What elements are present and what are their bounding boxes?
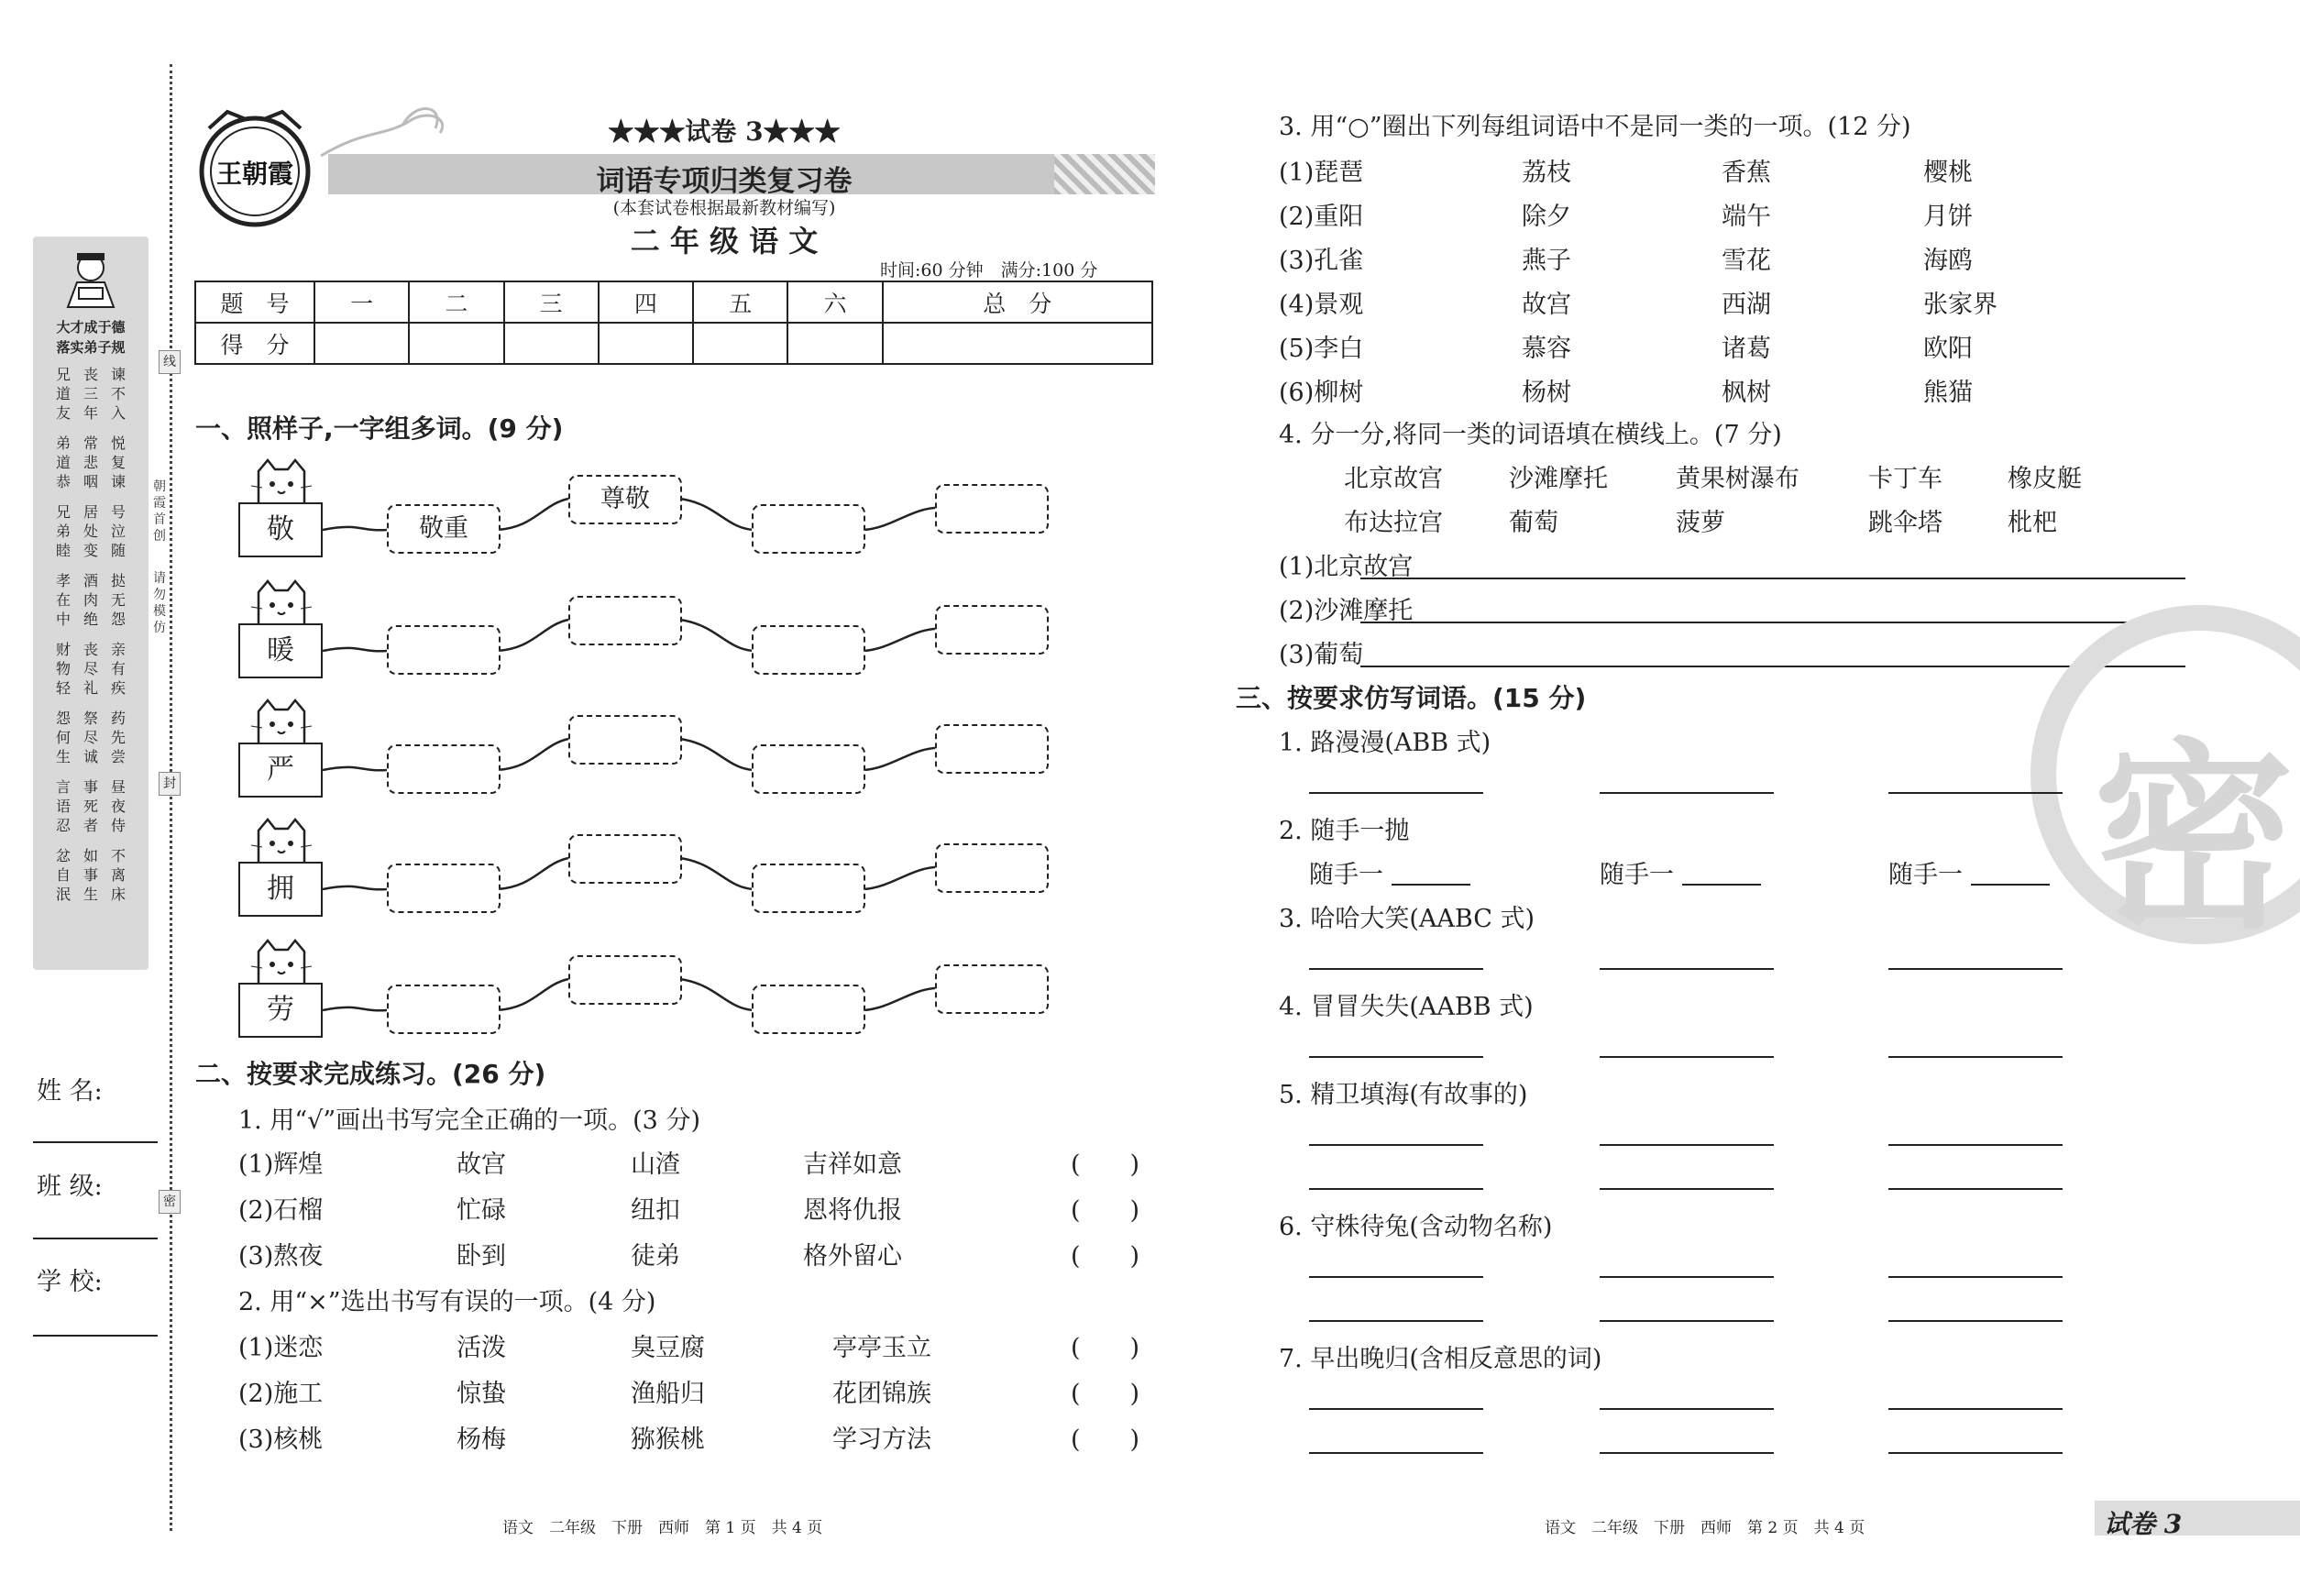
answer-line[interactable]	[1888, 1188, 2063, 1190]
motto-char: 号	[110, 503, 126, 521]
word-box[interactable]	[568, 596, 682, 645]
motto-char: 生	[83, 886, 98, 903]
grade-title: 二 年 级 语 文	[630, 224, 819, 259]
motto-line-2: 落实弟子规	[56, 339, 126, 356]
motto-char: 昼	[110, 778, 126, 796]
q2-word: 学习方法	[832, 1425, 931, 1454]
watermark-char: 密	[2093, 721, 2295, 956]
score-header-cell: 总 分	[883, 281, 1152, 323]
q4-word: 黄果树瀑布	[1676, 465, 1799, 493]
paper-number: ★★★试卷 3★★★	[608, 116, 841, 147]
motto-column	[110, 365, 127, 904]
motto-line-1: 大才成于德	[56, 319, 126, 336]
answer-line[interactable]	[1309, 1276, 1483, 1278]
answer-line[interactable]	[1888, 968, 2063, 970]
q3-prompt: 3. 用“○”圈出下列每组词语中不是同一类的一项。(12 分)	[1279, 113, 1911, 141]
q4-word: 菠萝	[1676, 509, 1725, 537]
word-box[interactable]	[387, 744, 501, 794]
motto-char: 处	[83, 523, 98, 540]
motto-char: 有	[110, 660, 126, 677]
answer-line[interactable]	[1600, 1056, 1774, 1058]
answer-line[interactable]	[1309, 1188, 1483, 1190]
q4-word: 布达拉宫	[1344, 509, 1443, 537]
motto-char: 丧	[83, 641, 98, 658]
suishou-prefix: 随手一	[1600, 861, 1674, 889]
score-header-cell: 题 号	[195, 281, 314, 323]
answer-line[interactable]	[1888, 1452, 2063, 1454]
school-field[interactable]	[33, 1335, 158, 1337]
score-cell[interactable]	[883, 323, 1152, 364]
q4-category: (2)沙滩摩托	[1279, 597, 1414, 625]
motto-char: 事	[83, 778, 98, 796]
q1-word: (3)熬夜	[238, 1242, 324, 1271]
motto-char	[83, 698, 99, 709]
word-box[interactable]	[752, 985, 865, 1034]
score-table	[194, 281, 1153, 365]
motto-char	[110, 766, 127, 777]
motto-char: 事	[83, 866, 98, 884]
score-cell[interactable]	[599, 323, 693, 364]
motto-char: 三	[83, 385, 98, 402]
motto-char: 悦	[110, 435, 126, 452]
q3-word: (3)孔雀	[1279, 247, 1364, 275]
q1-word: 忙碌	[457, 1196, 506, 1225]
motto-char	[55, 491, 72, 502]
word-box[interactable]	[935, 724, 1049, 774]
motto-char: 尝	[110, 748, 126, 765]
cat-icon	[249, 699, 314, 744]
imitation-prompt: 5. 精卫填海(有故事的)	[1279, 1081, 1528, 1109]
motto-char: 何	[55, 729, 71, 746]
answer-line[interactable]	[1888, 1144, 2063, 1146]
q1-word: 恩将仇报	[803, 1196, 902, 1225]
motto-char: 财	[55, 641, 71, 658]
q2-word: 杨梅	[457, 1425, 506, 1454]
score-cell[interactable]	[409, 323, 503, 364]
q1-word: 格外留心	[803, 1242, 902, 1271]
page-badge	[2095, 1501, 2300, 1539]
motto-char: 夜	[110, 798, 126, 815]
imitation-prompt: 4. 冒冒失失(AABB 式)	[1279, 993, 1534, 1021]
answer-line[interactable]	[1600, 968, 1774, 970]
motto-char	[110, 423, 127, 434]
answer-line[interactable]	[1309, 1320, 1483, 1322]
q4-answer-line[interactable]	[1360, 622, 2185, 623]
q3-word: 故宫	[1522, 291, 1571, 319]
character-sign: 暖	[238, 623, 323, 678]
q3-word: 樱桃	[1923, 159, 1973, 187]
q3-word: 月饼	[1923, 203, 1973, 231]
seal-mark: 封	[159, 772, 181, 796]
answer-line[interactable]	[1888, 1056, 2063, 1058]
answer-line[interactable]	[1392, 884, 1470, 886]
motto-char: 恭	[55, 473, 71, 490]
word-box[interactable]	[935, 605, 1049, 655]
suishou-prefix: 随手一	[1888, 861, 1963, 889]
answer-bracket[interactable]: ( )	[1071, 1425, 1140, 1454]
q3-word: (1)琵琶	[1279, 159, 1364, 187]
word-box[interactable]	[752, 864, 865, 913]
motto-char: 道	[55, 385, 71, 402]
imitation-prompt: 1. 路漫漫(ABB 式)	[1279, 729, 1491, 757]
motto-char: 谏	[110, 473, 126, 490]
confidential-watermark	[2030, 605, 2300, 956]
answer-line[interactable]	[1600, 1188, 1774, 1190]
score-header-cell: 三	[504, 281, 599, 323]
answer-line[interactable]	[1600, 1452, 1774, 1454]
motto-char: 生	[55, 748, 71, 765]
section3-title: 三、按要求仿写词语。(15 分)	[1236, 683, 1587, 713]
word-box[interactable]	[387, 625, 501, 675]
score-cell: 得 分	[195, 323, 314, 364]
answer-line[interactable]	[1888, 1320, 2063, 1322]
motto-char: 忿	[55, 847, 71, 864]
q4-answer-line[interactable]	[1360, 666, 2185, 667]
score-header-cell: 五	[693, 281, 787, 323]
motto-char: 弟	[55, 523, 71, 540]
motto-char: 孝	[55, 572, 71, 589]
motto-char: 中	[55, 611, 71, 628]
motto-char: 友	[55, 404, 71, 422]
motto-char: 疾	[110, 679, 126, 697]
brand-logo	[191, 103, 319, 231]
answer-line[interactable]	[1309, 1144, 1483, 1146]
name-label: 姓 名:	[37, 1077, 103, 1106]
motto-char: 泣	[110, 523, 126, 540]
word-box[interactable]	[568, 955, 682, 1005]
motto-char: 年	[83, 404, 98, 422]
q3-word: 欧阳	[1923, 335, 1973, 363]
motto-char: 酒	[83, 572, 98, 589]
motto-char: 无	[110, 591, 126, 609]
motto-char	[55, 835, 72, 846]
q3-word: (4)景观	[1279, 291, 1364, 319]
score-header-cell: 二	[409, 281, 503, 323]
vertical-note: 请勿模仿	[153, 571, 166, 635]
motto-char: 物	[55, 660, 71, 677]
paper-title: 词语专项归类复习卷	[596, 165, 853, 198]
cat-icon	[249, 458, 314, 504]
motto-char: 咽	[83, 473, 98, 490]
motto-char: 怨	[55, 710, 71, 727]
answer-line[interactable]	[1309, 1408, 1483, 1410]
answer-bracket[interactable]: ( )	[1071, 1242, 1140, 1271]
class-field[interactable]	[33, 1238, 158, 1239]
q2-word: (3)核桃	[238, 1425, 324, 1454]
q3-word: 燕子	[1522, 247, 1571, 275]
word-box[interactable]: 敬重	[387, 504, 501, 554]
answer-line[interactable]	[1309, 968, 1483, 970]
answer-line[interactable]	[1600, 1408, 1774, 1410]
motto-char: 变	[83, 542, 98, 559]
q4-word: 跳伞塔	[1868, 509, 1942, 537]
word-box[interactable]	[387, 864, 501, 913]
motto-char	[110, 835, 127, 846]
motto-char: 祭	[83, 710, 98, 727]
vertical-note: 朝霞首创	[153, 479, 166, 544]
motto-sidebar	[33, 237, 149, 970]
q3-word: 杨树	[1522, 379, 1571, 407]
q3-word: 除夕	[1522, 203, 1571, 231]
motto-char: 入	[110, 404, 126, 422]
motto-char	[83, 766, 99, 777]
motto-char: 尽	[83, 660, 98, 677]
motto-char: 药	[110, 710, 126, 727]
score-cell[interactable]	[504, 323, 599, 364]
q2-prompt: 2. 用“×”选出书写有误的一项。(4 分)	[238, 1288, 656, 1316]
motto-char	[83, 491, 99, 502]
word-box[interactable]	[752, 744, 865, 794]
motto-char	[83, 629, 99, 640]
q3-word: 熊猫	[1923, 379, 1973, 407]
q4-word: 卡丁车	[1868, 465, 1942, 493]
score-cell[interactable]	[787, 323, 882, 364]
q1-word: 卧到	[457, 1242, 506, 1271]
motto-char: 先	[110, 729, 126, 746]
q3-word: (5)李白	[1279, 335, 1364, 363]
motto-char	[55, 560, 72, 571]
q1-prompt: 1. 用“√”画出书写完全正确的一项。(3 分)	[238, 1106, 700, 1135]
binding-line	[170, 64, 172, 1531]
answer-line[interactable]	[1600, 1276, 1774, 1278]
paper-subtitle: (本套试卷根据最新教材编写)	[612, 198, 836, 218]
motto-char: 绝	[83, 611, 98, 628]
motto-char: 常	[83, 435, 98, 452]
character-sign: 拥	[238, 862, 323, 917]
motto-char	[110, 491, 127, 502]
motto-char: 谏	[110, 366, 126, 383]
q2-word: 活泼	[457, 1334, 506, 1362]
motto-char: 诚	[83, 748, 98, 765]
word-box[interactable]	[568, 834, 682, 884]
motto-char: 尽	[83, 729, 98, 746]
q3-word: 海鸥	[1923, 247, 1973, 275]
answer-bracket[interactable]: ( )	[1071, 1334, 1140, 1362]
motto-char: 轻	[55, 679, 71, 697]
motto-char: 者	[83, 817, 98, 834]
q2-word: (1)迷恋	[238, 1334, 324, 1362]
q2-word: (2)施工	[238, 1380, 324, 1408]
word-box[interactable]	[935, 843, 1049, 893]
answer-line[interactable]	[1309, 792, 1483, 794]
q2-word: 猕猴桃	[631, 1425, 705, 1454]
score-cell[interactable]	[693, 323, 787, 364]
word-box[interactable]	[935, 484, 1049, 534]
q2-word: 渔船归	[631, 1380, 705, 1408]
motto-char	[55, 698, 72, 709]
score-header-cell: 四	[599, 281, 693, 323]
motto-char: 复	[110, 454, 126, 471]
q3-word: 张家界	[1923, 291, 1997, 319]
motto-char: 睦	[55, 542, 71, 559]
q1-word: (1)辉煌	[238, 1150, 324, 1179]
class-label: 班 级:	[37, 1172, 103, 1201]
motto-char: 弟	[55, 435, 71, 452]
motto-char: 不	[110, 385, 126, 402]
word-box[interactable]	[752, 504, 865, 554]
time-info: 时间:60 分钟 满分:100 分	[880, 260, 1098, 281]
q3-word: 雪花	[1722, 247, 1771, 275]
word-box[interactable]	[568, 715, 682, 765]
answer-line[interactable]	[1600, 792, 1774, 794]
seal-mark: 线	[159, 350, 181, 374]
score-header-cell: 六	[787, 281, 882, 323]
answer-line[interactable]	[1888, 792, 2063, 794]
motto-char: 随	[110, 542, 126, 559]
cat-icon	[249, 579, 314, 625]
q4-prompt: 4. 分一分,将同一类的词语填在横线上。(7 分)	[1279, 421, 1782, 449]
q4-word: 葡萄	[1509, 509, 1558, 537]
word-box[interactable]	[387, 985, 501, 1034]
answer-line[interactable]	[1600, 1144, 1774, 1146]
answer-line[interactable]	[1600, 1320, 1774, 1322]
motto-char	[55, 766, 72, 777]
word-box[interactable]	[935, 964, 1049, 1014]
q4-category: (3)葡萄	[1279, 641, 1364, 669]
motto-char: 礼	[83, 679, 98, 697]
motto-char: 离	[110, 866, 126, 884]
q3-word: 荔枝	[1522, 159, 1571, 187]
q4-word: 橡皮艇	[2008, 465, 2082, 493]
q1-word: 山渣	[631, 1150, 680, 1179]
seal-mark: 密	[159, 1190, 181, 1214]
motto-char: 不	[110, 847, 126, 864]
motto-char: 亲	[110, 641, 126, 658]
motto-char: 挞	[110, 572, 126, 589]
q1-word: 纽扣	[631, 1196, 680, 1225]
answer-line[interactable]	[1888, 1408, 2063, 1410]
word-box[interactable]	[752, 625, 865, 675]
imitation-prompt: 7. 早出晚归(含相反意思的词)	[1279, 1345, 1602, 1373]
footer-left: 语文 二年级 下册 西师 第 1 页 共 4 页	[502, 1519, 823, 1537]
motto-char	[110, 698, 127, 709]
page-badge-text: 试卷 3	[2104, 1509, 2183, 1539]
word-box[interactable]: 尊敬	[568, 475, 682, 524]
motto-char: 侍	[110, 817, 126, 834]
answer-bracket[interactable]: ( )	[1071, 1196, 1140, 1225]
answer-line[interactable]	[1888, 1276, 2063, 1278]
school-label: 学 校:	[37, 1268, 103, 1296]
motto-char	[55, 629, 72, 640]
answer-bracket[interactable]: ( )	[1071, 1150, 1140, 1179]
imitation-prompt: 3. 哈哈大笑(AABC 式)	[1279, 905, 1535, 933]
motto-char: 居	[83, 503, 98, 521]
score-header-cell: 一	[314, 281, 409, 323]
motto-char	[83, 835, 99, 846]
q3-word: 西湖	[1722, 291, 1771, 319]
q1-word: 故宫	[457, 1150, 506, 1179]
q4-word: 枇杷	[2008, 509, 2057, 537]
motto-char	[83, 560, 99, 571]
q1-word: 吉祥如意	[803, 1150, 902, 1179]
svg-text:王朝霞: 王朝霞	[215, 159, 294, 189]
q2-word: 亭亭玉立	[832, 1334, 931, 1362]
motto-char: 肉	[83, 591, 98, 609]
q3-word: (2)重阳	[1279, 203, 1364, 231]
motto-char: 在	[55, 591, 71, 609]
motto-char: 语	[55, 798, 71, 815]
section1-title: 一、照样子,一字组多词。(9 分)	[195, 413, 564, 444]
motto-char: 床	[110, 886, 126, 903]
q4-word: 北京故宫	[1344, 465, 1443, 493]
answer-line[interactable]	[1682, 884, 1761, 886]
cat-icon	[249, 939, 314, 985]
q3-word: 枫树	[1722, 379, 1771, 407]
motto-column	[83, 365, 99, 904]
imitation-prompt: 6. 守株待兔(含动物名称)	[1279, 1213, 1553, 1241]
motto-char: 自	[55, 866, 71, 884]
imitation-prompt: 2. 随手一抛	[1279, 817, 1410, 845]
motto-char: 道	[55, 454, 71, 471]
section2-title: 二、按要求完成练习。(26 分)	[195, 1059, 546, 1089]
motto-char: 言	[55, 778, 71, 796]
motto-char	[83, 423, 99, 434]
answer-line[interactable]	[1309, 1452, 1483, 1454]
q3-word: 香蕉	[1722, 159, 1771, 187]
cat-icon	[249, 818, 314, 864]
q2-word: 臭豆腐	[631, 1334, 705, 1362]
motto-char: 兄	[55, 366, 71, 383]
motto-char: 泯	[55, 886, 71, 903]
suishou-prefix: 随手一	[1309, 861, 1383, 889]
answer-line[interactable]	[1971, 884, 2050, 886]
q3-word: 慕容	[1522, 335, 1571, 363]
motto-char: 悲	[83, 454, 98, 471]
q4-category: (1)北京故宫	[1279, 553, 1414, 581]
q1-word: 徒弟	[631, 1242, 680, 1271]
footer-right: 语文 二年级 下册 西师 第 2 页 共 4 页	[1545, 1519, 1865, 1537]
motto-char: 死	[83, 798, 98, 815]
q3-word: 诸葛	[1722, 335, 1771, 363]
q3-word: (6)柳树	[1279, 379, 1364, 407]
scholar-icon	[59, 248, 123, 312]
q2-word: 花团锦族	[832, 1380, 931, 1408]
character-sign: 严	[238, 743, 323, 798]
motto-char	[55, 423, 72, 434]
motto-char: 怨	[110, 611, 126, 628]
name-field[interactable]	[33, 1141, 158, 1143]
motto-char	[110, 629, 127, 640]
q1-word: (2)石榴	[238, 1196, 324, 1225]
character-sign: 劳	[238, 983, 323, 1038]
motto-column	[55, 365, 72, 904]
motto-char: 丧	[83, 366, 98, 383]
q3-word: 端午	[1722, 203, 1771, 231]
character-sign: 敬	[238, 502, 323, 557]
answer-bracket[interactable]: ( )	[1071, 1380, 1140, 1408]
score-cell[interactable]	[314, 323, 409, 364]
q4-answer-line[interactable]	[1360, 578, 2185, 579]
q2-word: 惊蛰	[457, 1380, 506, 1408]
answer-line[interactable]	[1309, 1056, 1483, 1058]
q4-word: 沙滩摩托	[1509, 465, 1608, 493]
motto-char: 兄	[55, 503, 71, 521]
motto-char	[110, 560, 127, 571]
motto-char: 如	[83, 847, 98, 864]
motto-char: 忍	[55, 817, 71, 834]
